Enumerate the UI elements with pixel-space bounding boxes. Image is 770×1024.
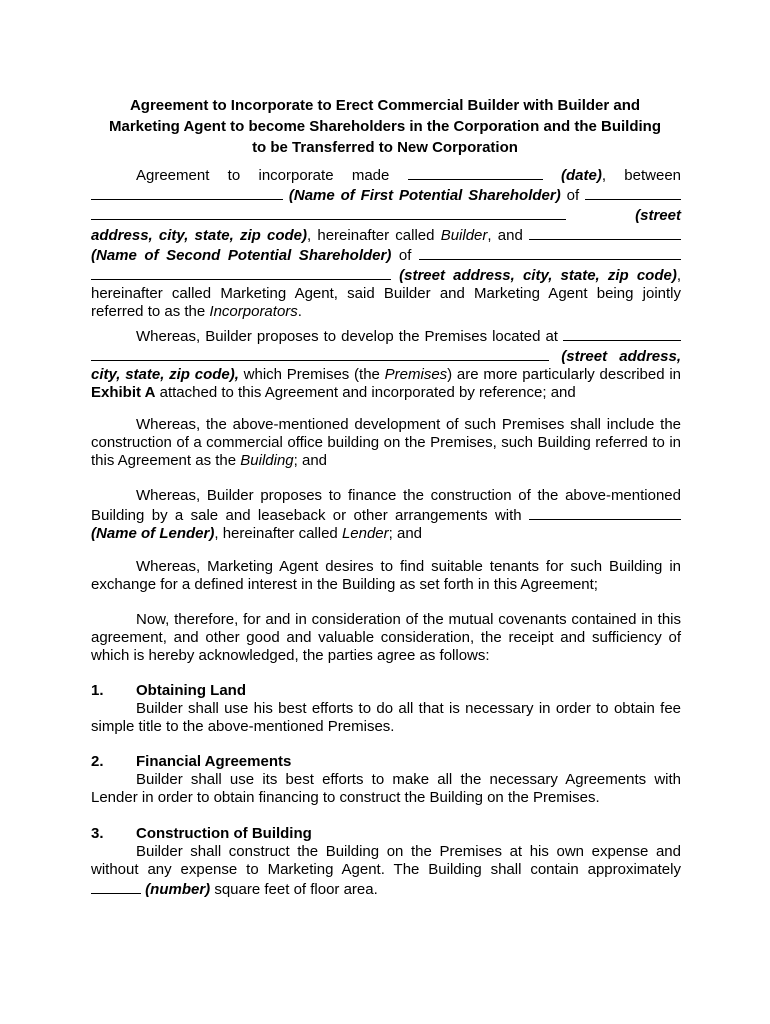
second-shareholder-blank xyxy=(529,225,681,240)
section-1-heading: 1. Obtaining Land xyxy=(91,682,246,699)
title-line-3: to be Transferred to New Corporation xyxy=(252,139,518,156)
second-address-blank-b xyxy=(91,265,391,280)
whereas-premises-paragraph: Whereas, Builder proposes to develop the Premises located at (street address, city, state, zip code), which Premises (the Premises) are more particularly described in Exhibit A attached to this Agreement and incorporated by reference; and xyxy=(91,328,682,401)
intro-paragraph: Agreement to incorporate made (date), between (Name of First Potential Shareholder) of (street address, city, state, zip code), hereinafter called Builder, and (Name of Second Potential Shareholder) of (street address, city, state, zip code), hereinafter called Marketing Agent, said Builder and Marketing Agent being jointly referred to as the Incorporators. xyxy=(91,167,682,320)
section-2-body: Builder shall use its best efforts to make all the necessary Agreements with Lender in order to obtain financing to construct the Building on the Premises. xyxy=(91,771,681,806)
whereas-building-paragraph: Whereas, the above-mentioned development of such Premises shall include the construction of a commercial office building on the Premises, such Building referred to in this Agreement as the Building; and xyxy=(91,416,681,469)
square-feet-blank xyxy=(91,879,141,894)
first-shareholder-blank xyxy=(91,185,283,200)
second-address-blank-a xyxy=(419,245,681,260)
first-address-blank-a xyxy=(585,185,681,200)
premises-address-blank-a xyxy=(563,326,681,341)
now-therefore-paragraph: Now, therefore, for and in consideration of the mutual covenants contained in this agreement, and other good and valuable consideration, the receipt and sufficiency of which is hereby acknowledged, the parties agree as follows: xyxy=(91,611,681,664)
section-3-body: Builder shall construct the Building on the Premises at his own expense and without any expense to Marketing Agent. The Building shall contain approximately (number) square feet of floor area. xyxy=(91,843,681,898)
title-line-2: Marketing Agent to become Shareholders in the Corporation and the Building xyxy=(109,118,661,135)
section-2-heading: 2. Financial Agreements xyxy=(91,753,292,770)
document-title xyxy=(90,95,680,158)
lender-blank xyxy=(529,505,681,520)
title-line-1: Agreement to Incorporate to Erect Commercial Builder with Builder and xyxy=(129,97,641,114)
date-blank xyxy=(408,165,543,180)
first-address-blank-b xyxy=(91,205,566,220)
premises-address-blank-b xyxy=(91,346,549,361)
whereas-marketing-paragraph: Whereas, Marketing Agent desires to find suitable tenants for such Building in exchange for a defined interest in the Building as set forth in this Agreement; xyxy=(91,558,681,593)
section-1-body: Builder shall use his best efforts to do all that is necessary in order to obtain fee simple title to the above-mentioned Premises. xyxy=(91,700,681,735)
whereas-lender-paragraph: Whereas, Builder proposes to finance the construction of the above-mentioned Building by a sale and leaseback or other arrangements with (Name of Lender), hereinafter called Lender; and xyxy=(91,487,681,542)
section-3-heading: 3. Construction of Building xyxy=(91,825,312,842)
